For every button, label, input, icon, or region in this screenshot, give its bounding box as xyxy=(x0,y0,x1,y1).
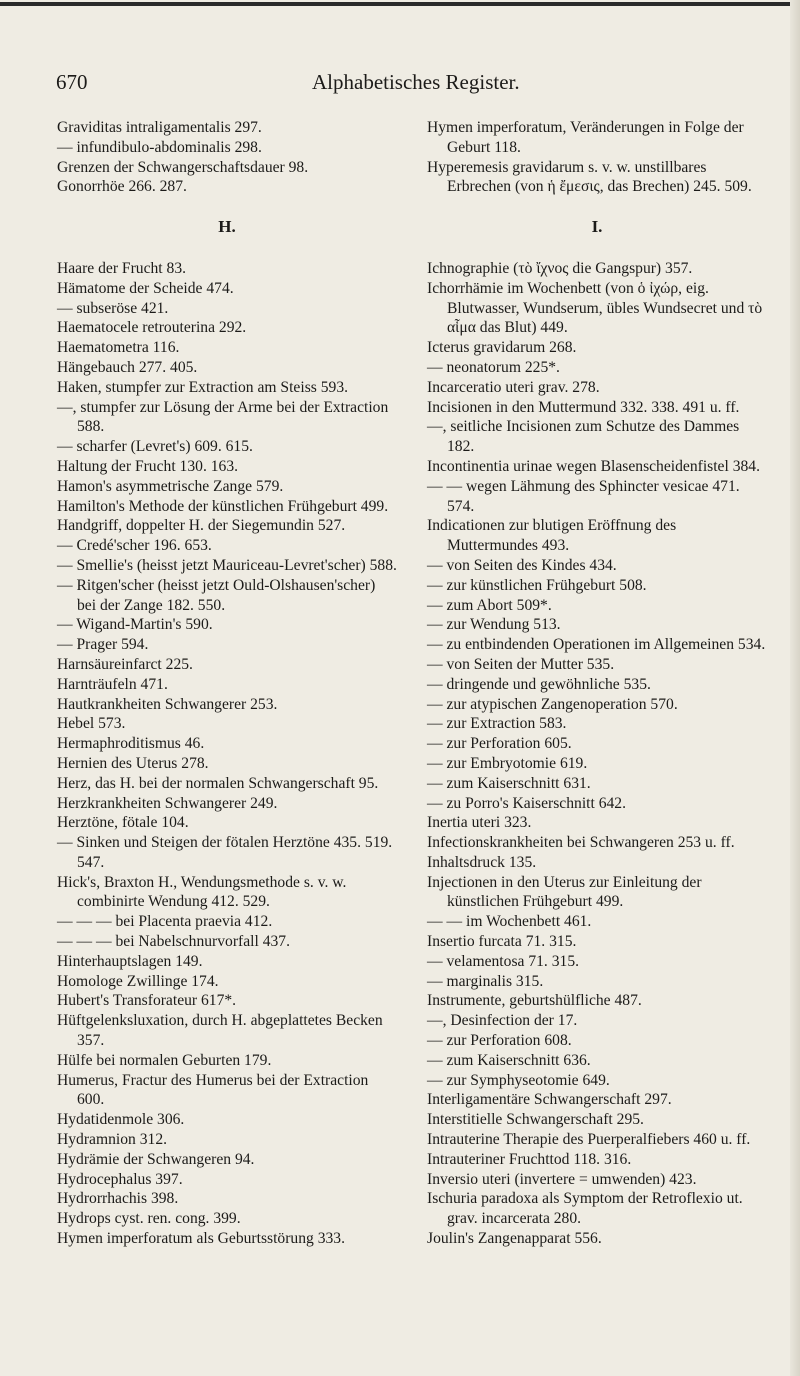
index-entry: — zur Symphyseotomie 649. xyxy=(427,1071,610,1089)
index-entry: Infectionskrankheiten bei Schwangeren 253 u. ff. xyxy=(427,834,735,852)
index-entry: Inversio uteri (invertere = umwenden) 423. xyxy=(427,1170,697,1188)
index-entry: Incontinentia urinae wegen Blasenscheidenfistel 384. xyxy=(427,457,760,475)
left-column xyxy=(57,118,397,1249)
index-entry: Icterus gravidarum 268. xyxy=(427,339,577,357)
index-entry: —, Desinfection der 17. xyxy=(427,1012,578,1030)
index-entry: Hubert's Transforateur 617*. xyxy=(57,992,237,1010)
index-entry: — zur atypischen Zangenoperation 570. xyxy=(427,695,678,713)
index-entry: Hebel 573. xyxy=(57,715,126,733)
index-entry: Graviditas intraligamentalis 297. xyxy=(57,119,262,136)
index-entry: Hämatome der Scheide 474. xyxy=(57,279,234,297)
index-entry: Intrauterine Therapie des Puerperalfiebers 460 u. ff. xyxy=(427,1131,751,1149)
index-entry: — neonatorum 225*. xyxy=(427,358,560,376)
index-entry: Harnträufeln 471. xyxy=(57,675,168,693)
index-entry: Interstitielle Schwangerschaft 295. xyxy=(427,1111,644,1129)
index-entry: — zum Kaiserschnitt 631. xyxy=(427,774,591,792)
index-entry: Haltung der Frucht 130. 163. xyxy=(57,457,239,475)
index-entry: — Sinken und Steigen der fötalen Herztöne 435. 519. 547. xyxy=(57,834,393,871)
index-entry: — zu entbindenden Operationen im Allgemeinen 534. xyxy=(427,636,766,654)
index-entry: Interligamentäre Schwangerschaft 297. xyxy=(427,1091,672,1109)
index-entry: Hülfe bei normalen Geburten 179. xyxy=(57,1051,272,1069)
index-entry: — — wegen Lähmung des Sphincter vesicae 471. 574. xyxy=(427,477,740,515)
index-entry: — zur Wendung 513. xyxy=(427,616,561,634)
index-entry: Hamon's asymmetrische Zange 579. xyxy=(57,477,284,495)
index-entry: Indicationen zur blutigen Eröffnung des Muttermundes 493. xyxy=(427,517,677,555)
page-number: 670 xyxy=(56,70,88,94)
index-entry: — zur künstlichen Frühgeburt 508. xyxy=(427,576,647,594)
index-entry: Insertio furcata 71. 315. xyxy=(427,933,577,951)
right-column xyxy=(427,118,767,1249)
index-entry: — von Seiten der Mutter 535. xyxy=(427,655,615,673)
index-entry: Inhaltsdruck 135. xyxy=(427,853,537,871)
page-edge-shadow xyxy=(790,0,800,1376)
index-entry: Hydatidenmole 306. xyxy=(57,1111,185,1129)
index-entry: Incisionen in den Muttermund 332. 338. 491 u. ff. xyxy=(427,398,740,416)
left-section-entries xyxy=(57,259,397,1249)
index-entry: Hernien des Uterus 278. xyxy=(57,754,209,772)
index-entry: Hinterhauptslagen 149. xyxy=(57,952,203,970)
right-top-entries xyxy=(427,118,767,197)
index-entry: Hydrops cyst. ren. cong. 399. xyxy=(57,1210,241,1228)
index-entry: Incarceratio uteri grav. 278. xyxy=(427,378,600,396)
index-entry: Herz, das H. bei der normalen Schwangerschaft 95. xyxy=(57,774,379,792)
index-entry: —, stumpfer zur Lösung der Arme bei der Extraction 588. xyxy=(57,398,389,436)
section-letter-i: I. xyxy=(591,217,603,237)
index-entry: — zur Perforation 608. xyxy=(427,1032,572,1050)
index-entry: Gonorrhöe 266. 287. xyxy=(57,178,187,196)
index-entry: — Credé'scher 196. 653. xyxy=(57,537,212,555)
index-entry: Hymen imperforatum, Veränderungen in Folge der Geburt 118. xyxy=(427,119,744,156)
index-entry: — zur Extraction 583. xyxy=(427,715,567,733)
index-entry: — zur Embryotomie 619. xyxy=(427,754,588,772)
index-entry: — — — bei Placenta praevia 412. xyxy=(57,913,273,931)
index-entry: — Wigand-Martin's 590. xyxy=(57,616,213,634)
index-entry: Ischuria paradoxa als Symptom der Retroflexio ut. grav. incarcerata 280. xyxy=(427,1190,743,1228)
index-entry: — marginalis 315. xyxy=(427,972,544,990)
index-entry: Humerus, Fractur des Humerus bei der Extraction 600. xyxy=(57,1071,369,1109)
running-head: Alphabetisches Register. xyxy=(312,70,520,94)
left-top-entries xyxy=(57,118,397,197)
index-entry: Hautkrankheiten Schwangerer 253. xyxy=(57,695,278,713)
index-entry: — infundibulo-abdominalis 298. xyxy=(57,138,262,156)
right-section-entries xyxy=(427,259,767,1249)
index-entry: Hydrorrhachis 398. xyxy=(57,1190,179,1208)
index-entry: Grenzen der Schwangerschaftsdauer 98. xyxy=(57,158,309,176)
index-entry: — dringende und gewöhnliche 535. xyxy=(427,675,651,693)
index-entry: Haken, stumpfer zur Extraction am Steiss 593. xyxy=(57,378,349,396)
index-entry: —, seitliche Incisionen zum Schutze des Dammes 182. xyxy=(427,418,740,456)
index-entry: — zum Abort 509*. xyxy=(427,596,552,614)
index-entry: — zur Perforation 605. xyxy=(427,735,572,753)
index-entry: Haematocele retrouterina 292. xyxy=(57,319,247,337)
index-entry: Handgriff, doppelter H. der Siegemundin 527. xyxy=(57,517,346,535)
index-entry: Hängebauch 277. 405. xyxy=(57,358,198,376)
index-entry: Joulin's Zangenapparat 556. xyxy=(427,1230,602,1248)
index-entry: Intrauteriner Fruchttod 118. 316. xyxy=(427,1150,632,1168)
index-entry: Hydrocephalus 397. xyxy=(57,1170,183,1188)
index-entry: Herzkrankheiten Schwangerer 249. xyxy=(57,794,278,812)
index-entry: — Prager 594. xyxy=(57,636,149,654)
page-header xyxy=(56,70,736,102)
index-entry: Haematometra 116. xyxy=(57,339,180,357)
index-entry: — scharfer (Levret's) 609. 615. xyxy=(57,438,253,456)
index-entry: — zu Porro's Kaiserschnitt 642. xyxy=(427,794,627,812)
top-border-rule xyxy=(0,2,800,6)
index-entry: Hyperemesis gravidarum s. v. w. unstillbares Erbrechen (von ἡ ἔμεσις, das Brechen) 245. 509. xyxy=(427,158,752,196)
index-entry: Herztöne, fötale 104. xyxy=(57,814,189,832)
index-entry: Hymen imperforatum als Geburtsstörung 333. xyxy=(57,1230,345,1248)
index-entry: Hermaphroditismus 46. xyxy=(57,735,205,753)
index-entry: — subseröse 421. xyxy=(57,299,169,317)
index-entry: — Ritgen'scher (heisst jetzt Ould-Olshausen'scher) bei der Zange 182. 550. xyxy=(57,576,376,614)
index-entry: Hamilton's Methode der künstlichen Frühgeburt 499. xyxy=(57,497,389,515)
index-entry: Hydramnion 312. xyxy=(57,1131,168,1149)
index-entry: Harnsäureinfarct 225. xyxy=(57,655,193,673)
index-entry: Hydrämie der Schwangeren 94. xyxy=(57,1150,255,1168)
index-entry: — zum Kaiserschnitt 636. xyxy=(427,1051,591,1069)
index-entry: — — — bei Nabelschnurvorfall 437. xyxy=(57,933,290,951)
index-entry: Instrumente, geburtshülfliche 487. xyxy=(427,992,642,1010)
index-entry: — — im Wochenbett 461. xyxy=(427,913,592,931)
index-entry: — Smellie's (heisst jetzt Mauriceau-Levret'scher) 588. xyxy=(57,556,397,574)
index-entry: Inertia uteri 323. xyxy=(427,814,532,832)
index-entry: Hüftgelenksluxation, durch H. abgeplattetes Becken 357. xyxy=(57,1012,383,1050)
index-entry: Injectionen in den Uterus zur Einleitung der künstlichen Frühgeburt 499. xyxy=(427,873,702,911)
index-entry: Ichorrhämie im Wochenbett (von ὁ ἰχώρ, eig. Blutwasser, Wundserum, übles Wundsecret und τὸ αἷμα das Blut) 449. xyxy=(427,279,763,337)
index-entry: Ichnographie (τὸ ἴχνος die Gangspur) 357. xyxy=(427,259,693,277)
index-entry: Hick's, Braxton H., Wendungsmethode s. v. w. combinirte Wendung 412. 529. xyxy=(57,873,347,911)
index-entry: Homologe Zwillinge 174. xyxy=(57,972,219,990)
section-letter-h: H. xyxy=(218,217,236,237)
index-entry: — velamentosa 71. 315. xyxy=(427,952,580,970)
index-entry: Haare der Frucht 83. xyxy=(57,259,187,277)
index-entry: — von Seiten des Kindes 434. xyxy=(427,556,617,574)
